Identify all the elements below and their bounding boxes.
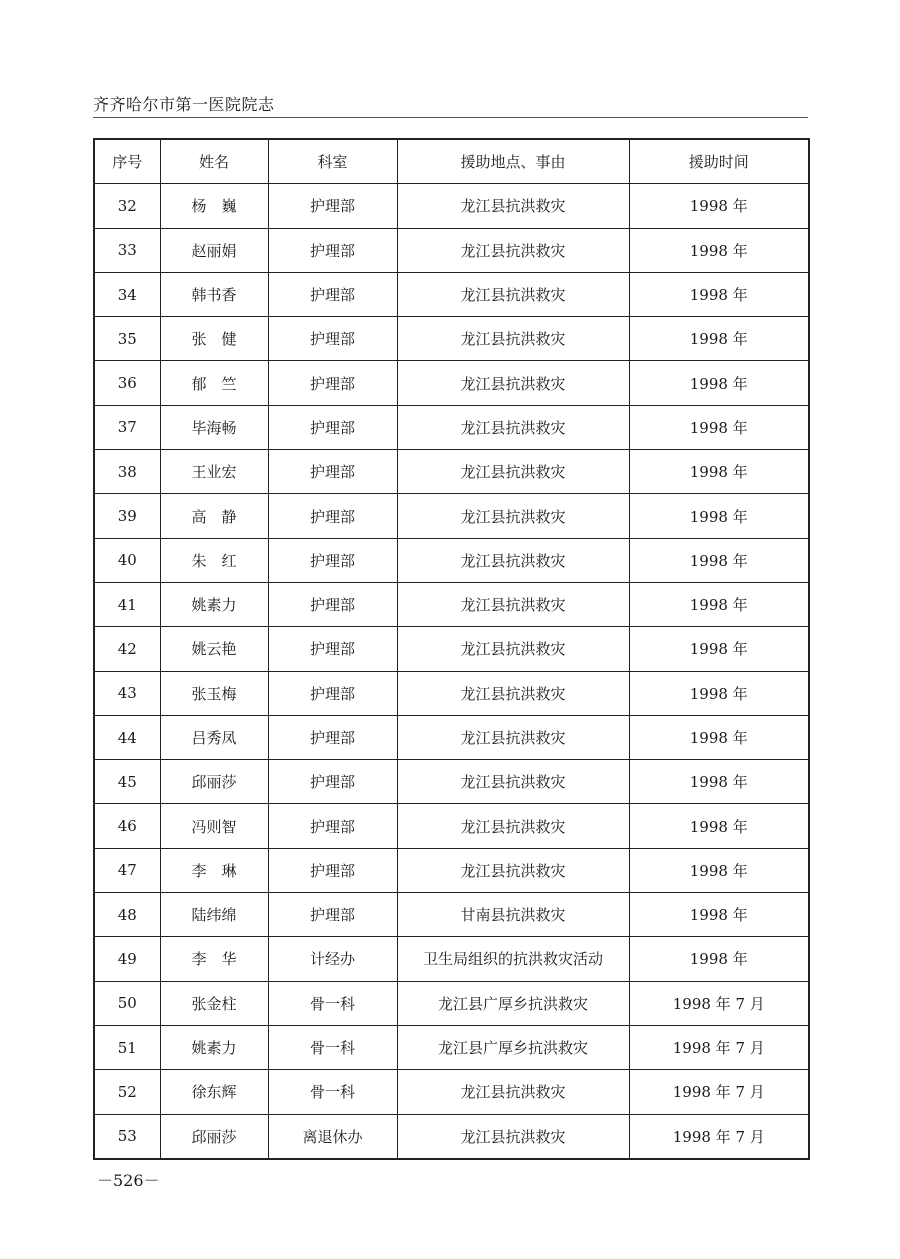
cell-location-reason: 龙江县抗洪救灾: [397, 228, 629, 272]
running-head-title: 齐齐哈尔市第一医院院志: [93, 95, 275, 114]
cell-number: 39: [94, 494, 160, 538]
cell-number: 46: [94, 804, 160, 848]
cell-name: 吕秀凤: [160, 715, 268, 759]
cell-department: 护理部: [268, 450, 397, 494]
cell-number: 38: [94, 450, 160, 494]
cell-aid-time: 1998 年 7 月: [629, 1114, 809, 1159]
cell-aid-time: 1998 年 7 月: [629, 1025, 809, 1069]
cell-aid-time: 1998 年: [629, 893, 809, 937]
cell-name: 李 华: [160, 937, 268, 981]
cell-number: 53: [94, 1114, 160, 1159]
cell-name: 姚素力: [160, 582, 268, 626]
cell-department: 护理部: [268, 405, 397, 449]
cell-department: 护理部: [268, 272, 397, 316]
cell-location-reason: 龙江县抗洪救灾: [397, 317, 629, 361]
column-header-name: 姓名: [160, 139, 268, 184]
cell-aid-time: 1998 年: [629, 272, 809, 316]
table-row: [94, 760, 809, 804]
cell-name: 朱 红: [160, 538, 268, 582]
cell-number: 44: [94, 715, 160, 759]
cell-department: 护理部: [268, 671, 397, 715]
table-row: [94, 494, 809, 538]
cell-department: 护理部: [268, 494, 397, 538]
cell-name: 姚素力: [160, 1025, 268, 1069]
table-row: [94, 848, 809, 892]
cell-location-reason: 龙江县抗洪救灾: [397, 1070, 629, 1114]
column-header-location-reason: 援助地点、事由: [397, 139, 629, 184]
cell-aid-time: 1998 年: [629, 715, 809, 759]
cell-department: 护理部: [268, 804, 397, 848]
table-row: [94, 1114, 809, 1159]
cell-location-reason: 龙江县抗洪救灾: [397, 1114, 629, 1159]
cell-aid-time: 1998 年: [629, 671, 809, 715]
cell-department: 护理部: [268, 538, 397, 582]
table-row: [94, 272, 809, 316]
cell-department: 护理部: [268, 848, 397, 892]
cell-aid-time: 1998 年 7 月: [629, 981, 809, 1025]
cell-number: 48: [94, 893, 160, 937]
cell-aid-time: 1998 年: [629, 582, 809, 626]
cell-number: 43: [94, 671, 160, 715]
cell-department: 护理部: [268, 582, 397, 626]
cell-location-reason: 龙江县抗洪救灾: [397, 361, 629, 405]
cell-name: 冯则智: [160, 804, 268, 848]
table-row: [94, 317, 809, 361]
cell-department: 计经办: [268, 937, 397, 981]
table-row: [94, 627, 809, 671]
cell-aid-time: 1998 年: [629, 361, 809, 405]
cell-number: 45: [94, 760, 160, 804]
table-row: [94, 582, 809, 626]
cell-name: 赵丽娟: [160, 228, 268, 272]
table-row: [94, 893, 809, 937]
cell-department: 护理部: [268, 317, 397, 361]
cell-number: 37: [94, 405, 160, 449]
cell-aid-time: 1998 年: [629, 848, 809, 892]
aid-roster-table: [93, 138, 810, 1160]
cell-location-reason: 卫生局组织的抗洪救灾活动: [397, 937, 629, 981]
table-row: [94, 1025, 809, 1069]
cell-name: 高 静: [160, 494, 268, 538]
cell-location-reason: 龙江县抗洪救灾: [397, 272, 629, 316]
cell-location-reason: 龙江县广厚乡抗洪救灾: [397, 1025, 629, 1069]
cell-name: 韩书香: [160, 272, 268, 316]
cell-aid-time: 1998 年: [629, 760, 809, 804]
cell-location-reason: 龙江县抗洪救灾: [397, 184, 629, 228]
cell-location-reason: 甘南县抗洪救灾: [397, 893, 629, 937]
cell-number: 52: [94, 1070, 160, 1114]
column-header-department: 科室: [268, 139, 397, 184]
cell-department: 护理部: [268, 760, 397, 804]
table-row: [94, 450, 809, 494]
cell-department: 护理部: [268, 715, 397, 759]
cell-number: 33: [94, 228, 160, 272]
cell-name: 李 琳: [160, 848, 268, 892]
cell-department: 护理部: [268, 184, 397, 228]
table-row: [94, 361, 809, 405]
cell-location-reason: 龙江县抗洪救灾: [397, 848, 629, 892]
cell-location-reason: 龙江县抗洪救灾: [397, 450, 629, 494]
cell-location-reason: 龙江县抗洪救灾: [397, 627, 629, 671]
cell-location-reason: 龙江县抗洪救灾: [397, 804, 629, 848]
table-row: [94, 538, 809, 582]
cell-aid-time: 1998 年: [629, 494, 809, 538]
column-header-number: 序号: [94, 139, 160, 184]
cell-location-reason: 龙江县抗洪救灾: [397, 715, 629, 759]
page-number: －526－: [97, 1171, 160, 1190]
cell-department: 离退休办: [268, 1114, 397, 1159]
cell-name: 陆纬绵: [160, 893, 268, 937]
cell-name: 郁 竺: [160, 361, 268, 405]
cell-name: 邱丽莎: [160, 760, 268, 804]
table-body: [94, 184, 809, 1159]
cell-name: 张 健: [160, 317, 268, 361]
cell-name: 姚云艳: [160, 627, 268, 671]
cell-aid-time: 1998 年: [629, 538, 809, 582]
table-header-row: [94, 139, 809, 184]
cell-name: 杨 巍: [160, 184, 268, 228]
header-divider: [93, 117, 808, 118]
cell-location-reason: 龙江县抗洪救灾: [397, 538, 629, 582]
cell-number: 51: [94, 1025, 160, 1069]
cell-location-reason: 龙江县广厚乡抗洪救灾: [397, 981, 629, 1025]
cell-department: 护理部: [268, 228, 397, 272]
cell-aid-time: 1998 年: [629, 627, 809, 671]
table-row: [94, 804, 809, 848]
cell-department: 骨一科: [268, 981, 397, 1025]
cell-location-reason: 龙江县抗洪救灾: [397, 494, 629, 538]
cell-aid-time: 1998 年: [629, 405, 809, 449]
cell-department: 骨一科: [268, 1025, 397, 1069]
table-row: [94, 405, 809, 449]
cell-name: 张金柱: [160, 981, 268, 1025]
table-row: [94, 228, 809, 272]
cell-aid-time: 1998 年: [629, 228, 809, 272]
table-row: [94, 671, 809, 715]
cell-number: 34: [94, 272, 160, 316]
cell-name: 张玉梅: [160, 671, 268, 715]
cell-location-reason: 龙江县抗洪救灾: [397, 582, 629, 626]
cell-number: 40: [94, 538, 160, 582]
cell-name: 毕海畅: [160, 405, 268, 449]
cell-department: 骨一科: [268, 1070, 397, 1114]
cell-name: 邱丽莎: [160, 1114, 268, 1159]
cell-name: 王业宏: [160, 450, 268, 494]
cell-number: 36: [94, 361, 160, 405]
cell-department: 护理部: [268, 361, 397, 405]
cell-number: 50: [94, 981, 160, 1025]
cell-location-reason: 龙江县抗洪救灾: [397, 760, 629, 804]
table-row: [94, 981, 809, 1025]
cell-aid-time: 1998 年: [629, 184, 809, 228]
cell-aid-time: 1998 年: [629, 804, 809, 848]
cell-name: 徐东辉: [160, 1070, 268, 1114]
table-row: [94, 1070, 809, 1114]
cell-number: 42: [94, 627, 160, 671]
table-row: [94, 937, 809, 981]
cell-aid-time: 1998 年 7 月: [629, 1070, 809, 1114]
cell-number: 41: [94, 582, 160, 626]
cell-location-reason: 龙江县抗洪救灾: [397, 671, 629, 715]
cell-aid-time: 1998 年: [629, 450, 809, 494]
cell-number: 47: [94, 848, 160, 892]
cell-location-reason: 龙江县抗洪救灾: [397, 405, 629, 449]
column-header-aid-time: 援助时间: [629, 139, 809, 184]
cell-aid-time: 1998 年: [629, 317, 809, 361]
table-row: [94, 184, 809, 228]
cell-number: 35: [94, 317, 160, 361]
cell-department: 护理部: [268, 893, 397, 937]
table-row: [94, 715, 809, 759]
cell-aid-time: 1998 年: [629, 937, 809, 981]
cell-department: 护理部: [268, 627, 397, 671]
cell-number: 32: [94, 184, 160, 228]
cell-number: 49: [94, 937, 160, 981]
